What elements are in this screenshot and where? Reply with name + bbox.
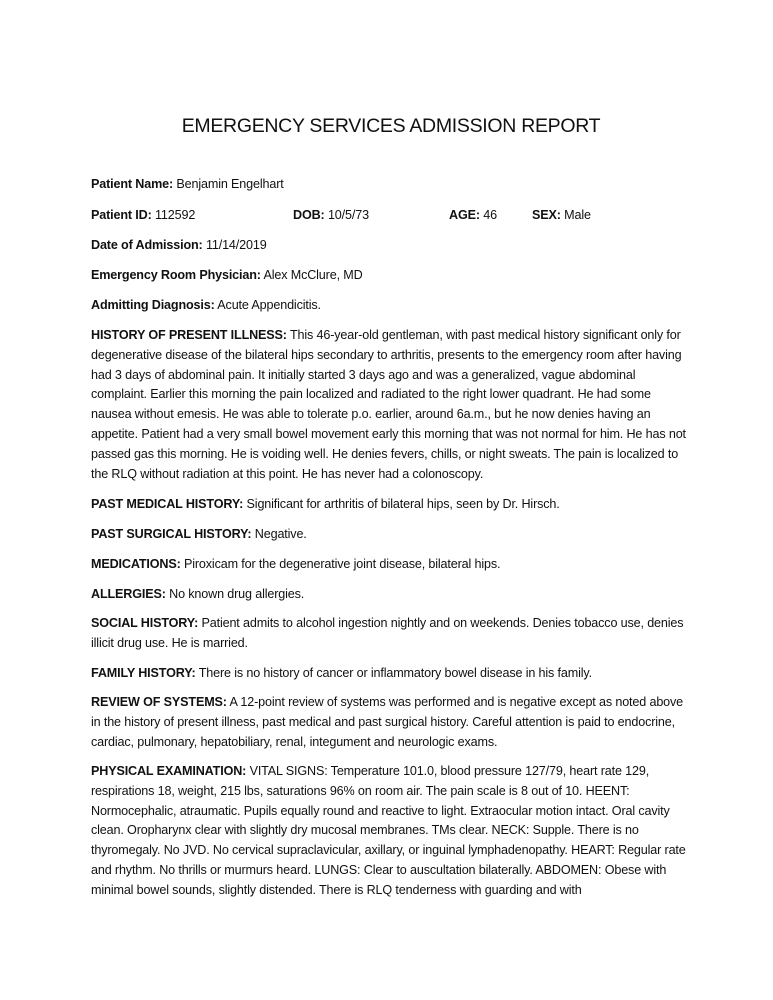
section-label: SOCIAL HISTORY: xyxy=(91,616,199,630)
section-label: HISTORY OF PRESENT ILLNESS: xyxy=(91,328,287,342)
dob-label: DOB: xyxy=(293,208,325,222)
section-label: MEDICATIONS: xyxy=(91,557,181,571)
patient-name-value: Benjamin Engelhart xyxy=(176,177,284,191)
section-5 xyxy=(91,614,691,654)
section-text: Significant for arthritis of bilateral hips, seen by Dr. Hirsch. xyxy=(246,497,560,511)
section-1 xyxy=(91,495,691,515)
section-8 xyxy=(91,762,691,901)
patient-id-label: Patient ID: xyxy=(91,208,152,222)
section-0 xyxy=(91,326,691,484)
patient-demographics-line xyxy=(91,206,691,226)
age-label: AGE: xyxy=(449,208,480,222)
patient-id-field xyxy=(91,206,195,226)
section-4 xyxy=(91,585,691,605)
section-text: There is no history of cancer or inflammatory bowel disease in his family. xyxy=(198,666,592,680)
admission-date-line xyxy=(91,236,267,256)
section-text: Negative. xyxy=(254,527,307,541)
section-label: PAST MEDICAL HISTORY: xyxy=(91,497,244,511)
diagnosis-value: Acute Appendicitis. xyxy=(217,298,321,312)
physician-value: Alex McClure, MD xyxy=(263,268,363,282)
age-field xyxy=(449,206,497,226)
dob-field xyxy=(293,206,369,226)
patient-name-line xyxy=(91,175,284,195)
section-label: PHYSICAL EXAMINATION: xyxy=(91,764,247,778)
section-6 xyxy=(91,664,691,684)
section-label: PAST SURGICAL HISTORY: xyxy=(91,527,252,541)
section-2 xyxy=(91,525,691,545)
section-text: A 12-point review of systems was performed and is negative except as noted above in the history of present illness, past medical and past surgical history. Careful attention is paid to endocrine, cardiac, pulmonary, hepatobiliary, renal, integument and neurologic exams. xyxy=(91,695,684,749)
section-text: No known drug allergies. xyxy=(169,587,305,601)
section-3 xyxy=(91,555,691,575)
diagnosis-label: Admitting Diagnosis: xyxy=(91,298,215,312)
section-text: Patient admits to alcohol ingestion nightly and on weekends. Denies tobacco use, denies illicit drug use. He is married. xyxy=(91,616,684,650)
section-text: Piroxicam for the degenerative joint disease, bilateral hips. xyxy=(183,557,501,571)
report-title: EMERGENCY SERVICES ADMISSION REPORT xyxy=(181,115,601,137)
diagnosis-line xyxy=(91,296,321,316)
patient-id-value: 112592 xyxy=(154,208,196,222)
section-text: This 46-year-old gentleman, with past medical history significant only for degenerative disease of the bilateral hips secondary to arthritis, presents to the emergency room after having had 3 days of abdominal pain. It initially started 3 days ago and was a generalized, vague abdominal complaint. Earlier this morning the pain localized and radiated to the right lower quadrant. He had some nausea without emesis. He was able to tolerate p.o. earlier, around 6a.m., but he now denies having an appetite. Patient had a very small bowel movement early this morning that was not normal for him. He has not passed gas this morning. He is voiding well. He denies fevers, chills, or night sweats. The pain is localized to the RLQ without radiation at this point. He has never had a colonoscopy. xyxy=(91,328,686,481)
physician-label: Emergency Room Physician: xyxy=(91,268,261,282)
section-label: FAMILY HISTORY: xyxy=(91,666,196,680)
admission-date-label: Date of Admission: xyxy=(91,238,203,252)
admission-date-value: 11/14/2019 xyxy=(205,238,267,252)
patient-name-label: Patient Name: xyxy=(91,177,174,191)
sex-label: SEX: xyxy=(532,208,561,222)
section-label: REVIEW OF SYSTEMS: xyxy=(91,695,227,709)
dob-value: 10/5/73 xyxy=(327,208,369,222)
sex-value: Male xyxy=(564,208,591,222)
section-label: ALLERGIES: xyxy=(91,587,166,601)
physician-line xyxy=(91,266,363,286)
age-value: 46 xyxy=(483,208,497,222)
section-text: VITAL SIGNS: Temperature 101.0, blood pressure 127/79, heart rate 129, respirations 18, weight, 215 lbs, saturations 96% on room air. The pain scale is 8 out of 10. HEENT: Normocephalic, atraumatic. Pupils equally round and reactive to light. Extraocular motion intact. Oral cavity clean. Oropharynx clear with slightly dry mucosal membranes. TMs clear. NECK: Supple. There is no thyromegaly. No JVD. No cervical supraclavicular, axillary, or inguinal lymphadenopathy. HEART: Regular rate and rhythm. No thrills or murmurs heard. LUNGS: Clear to auscultation bilaterally. ABDOMEN: Obese with minimal bowel sounds, slightly distended. There is RLQ tenderness with guarding and with xyxy=(91,764,686,897)
section-7 xyxy=(91,693,691,752)
sex-field xyxy=(532,206,591,226)
